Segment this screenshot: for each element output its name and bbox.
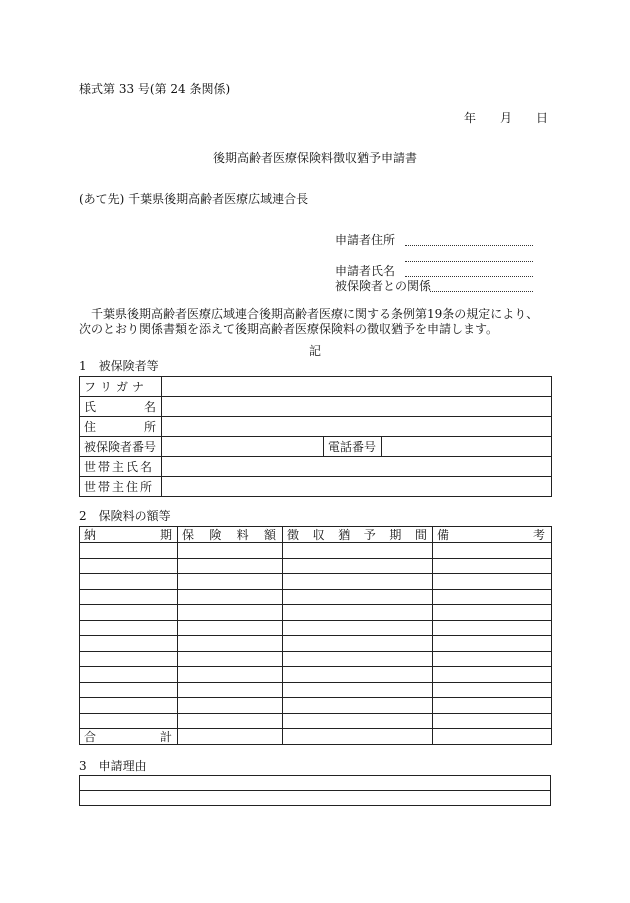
table-row [80,605,552,621]
col-header-due: 納 期 [80,527,178,543]
table-row [80,543,552,559]
premium-cell[interactable] [178,698,283,714]
furigana-label: フ リ ガ ナ [80,377,162,397]
deferral-cell[interactable] [283,543,433,559]
addressee: (あて先) 千葉県後期高齢者医療広域連合長 [79,192,309,206]
remarks-cell[interactable] [433,636,552,652]
deferral-cell[interactable] [283,620,433,636]
premium-cell[interactable] [178,589,283,605]
phone-label: 電話番号 [324,437,382,457]
due-cell[interactable] [80,620,178,636]
remarks-cell[interactable] [433,713,552,729]
section1-heading: 1 被保険者等 [79,359,159,373]
deferral-cell[interactable] [283,558,433,574]
phone-field[interactable] [382,437,552,457]
date-year-label: 年 [464,111,477,125]
remarks-cell[interactable] [433,698,552,714]
due-cell[interactable] [80,558,178,574]
reason-line-1[interactable] [80,776,551,791]
remarks-cell[interactable] [433,651,552,667]
due-cell[interactable] [80,574,178,590]
table-row [80,620,552,636]
remarks-cell[interactable] [433,682,552,698]
deferral-cell[interactable] [283,713,433,729]
col-header-deferral-period: 徴 収 猶 予 期 間 [283,527,433,543]
relation-line[interactable] [430,291,533,292]
premium-cell[interactable] [178,620,283,636]
householder-name-label: 世 帯 主 氏 名 [80,457,162,477]
insured-number-field[interactable] [162,437,324,457]
applicant-address-label: 申請者住所 [335,233,396,247]
premium-cell[interactable] [178,543,283,559]
applicant-name-label: 申請者氏名 [335,264,396,278]
ki-label: 記 [309,344,322,358]
col-header-remarks: 備 考 [433,527,552,543]
date-month-label: 月 [500,111,513,125]
premium-cell[interactable] [178,667,283,683]
remarks-cell[interactable] [433,620,552,636]
premium-cell[interactable] [178,651,283,667]
table-row [80,574,552,590]
householder-address-field[interactable] [162,477,552,497]
total-row [80,729,552,745]
premium-cell[interactable] [178,636,283,652]
table-row [80,667,552,683]
table-row [80,713,552,729]
remarks-cell[interactable] [433,543,552,559]
date-day-label: 日 [536,111,549,125]
address-field[interactable] [162,417,552,437]
name-field[interactable] [162,397,552,417]
application-statement: 千葉県後期高齢者医療広域連合後期高齢者医療に関する条例第19条の規定により、次のとおり関係書類を添えて後期高齢者医療保険料の徴収猶予を申請します。 [79,307,539,336]
total-remarks-cell[interactable] [433,729,552,745]
remarks-cell[interactable] [433,558,552,574]
table-row [80,651,552,667]
premium-cell[interactable] [178,558,283,574]
col-header-premium: 保 険 料 額 [178,527,283,543]
premium-table [79,526,552,745]
deferral-cell[interactable] [283,589,433,605]
total-deferral-cell[interactable] [283,729,433,745]
total-premium-cell[interactable] [178,729,283,745]
due-cell[interactable] [80,667,178,683]
premium-cell[interactable] [178,713,283,729]
applicant-address-line-2[interactable] [405,261,533,262]
due-cell[interactable] [80,713,178,729]
insured-number-label: 被保険者番号 [80,437,162,457]
relation-label: 被保険者との関係 [335,279,432,293]
deferral-cell[interactable] [283,667,433,683]
table-row [80,558,552,574]
remarks-cell[interactable] [433,574,552,590]
premium-cell[interactable] [178,605,283,621]
total-label: 合 計 [80,729,178,745]
remarks-cell[interactable] [433,605,552,621]
table-row [80,698,552,714]
table-row [80,682,552,698]
due-cell[interactable] [80,605,178,621]
applicant-name-line[interactable] [405,276,533,277]
due-cell[interactable] [80,589,178,605]
name-label: 氏 名 [80,397,162,417]
deferral-cell[interactable] [283,698,433,714]
furigana-field[interactable] [162,377,552,397]
householder-address-label: 世 帯 主 住 所 [80,477,162,497]
premium-cell[interactable] [178,682,283,698]
due-cell[interactable] [80,636,178,652]
due-cell[interactable] [80,682,178,698]
premium-cell[interactable] [178,574,283,590]
table-row [80,589,552,605]
page-title: 後期高齢者医療保険料徴収猶予申請書 [212,151,417,165]
remarks-cell[interactable] [433,667,552,683]
deferral-cell[interactable] [283,574,433,590]
section3-heading: 3 申請理由 [79,759,147,773]
table-row [80,636,552,652]
applicant-address-line-1[interactable] [405,245,533,246]
due-cell[interactable] [80,698,178,714]
section2-heading: 2 保険料の額等 [79,509,171,523]
deferral-cell[interactable] [283,605,433,621]
due-cell[interactable] [80,543,178,559]
reason-line-2[interactable] [80,791,551,806]
reason-table [79,775,551,806]
remarks-cell[interactable] [433,589,552,605]
address-label: 住 所 [80,417,162,437]
deferral-cell[interactable] [283,651,433,667]
householder-name-field[interactable] [162,457,552,477]
form-number: 様式第 33 号(第 24 条関係) [79,82,231,96]
insured-table [79,376,552,497]
due-cell[interactable] [80,651,178,667]
deferral-cell[interactable] [283,636,433,652]
deferral-cell[interactable] [283,682,433,698]
